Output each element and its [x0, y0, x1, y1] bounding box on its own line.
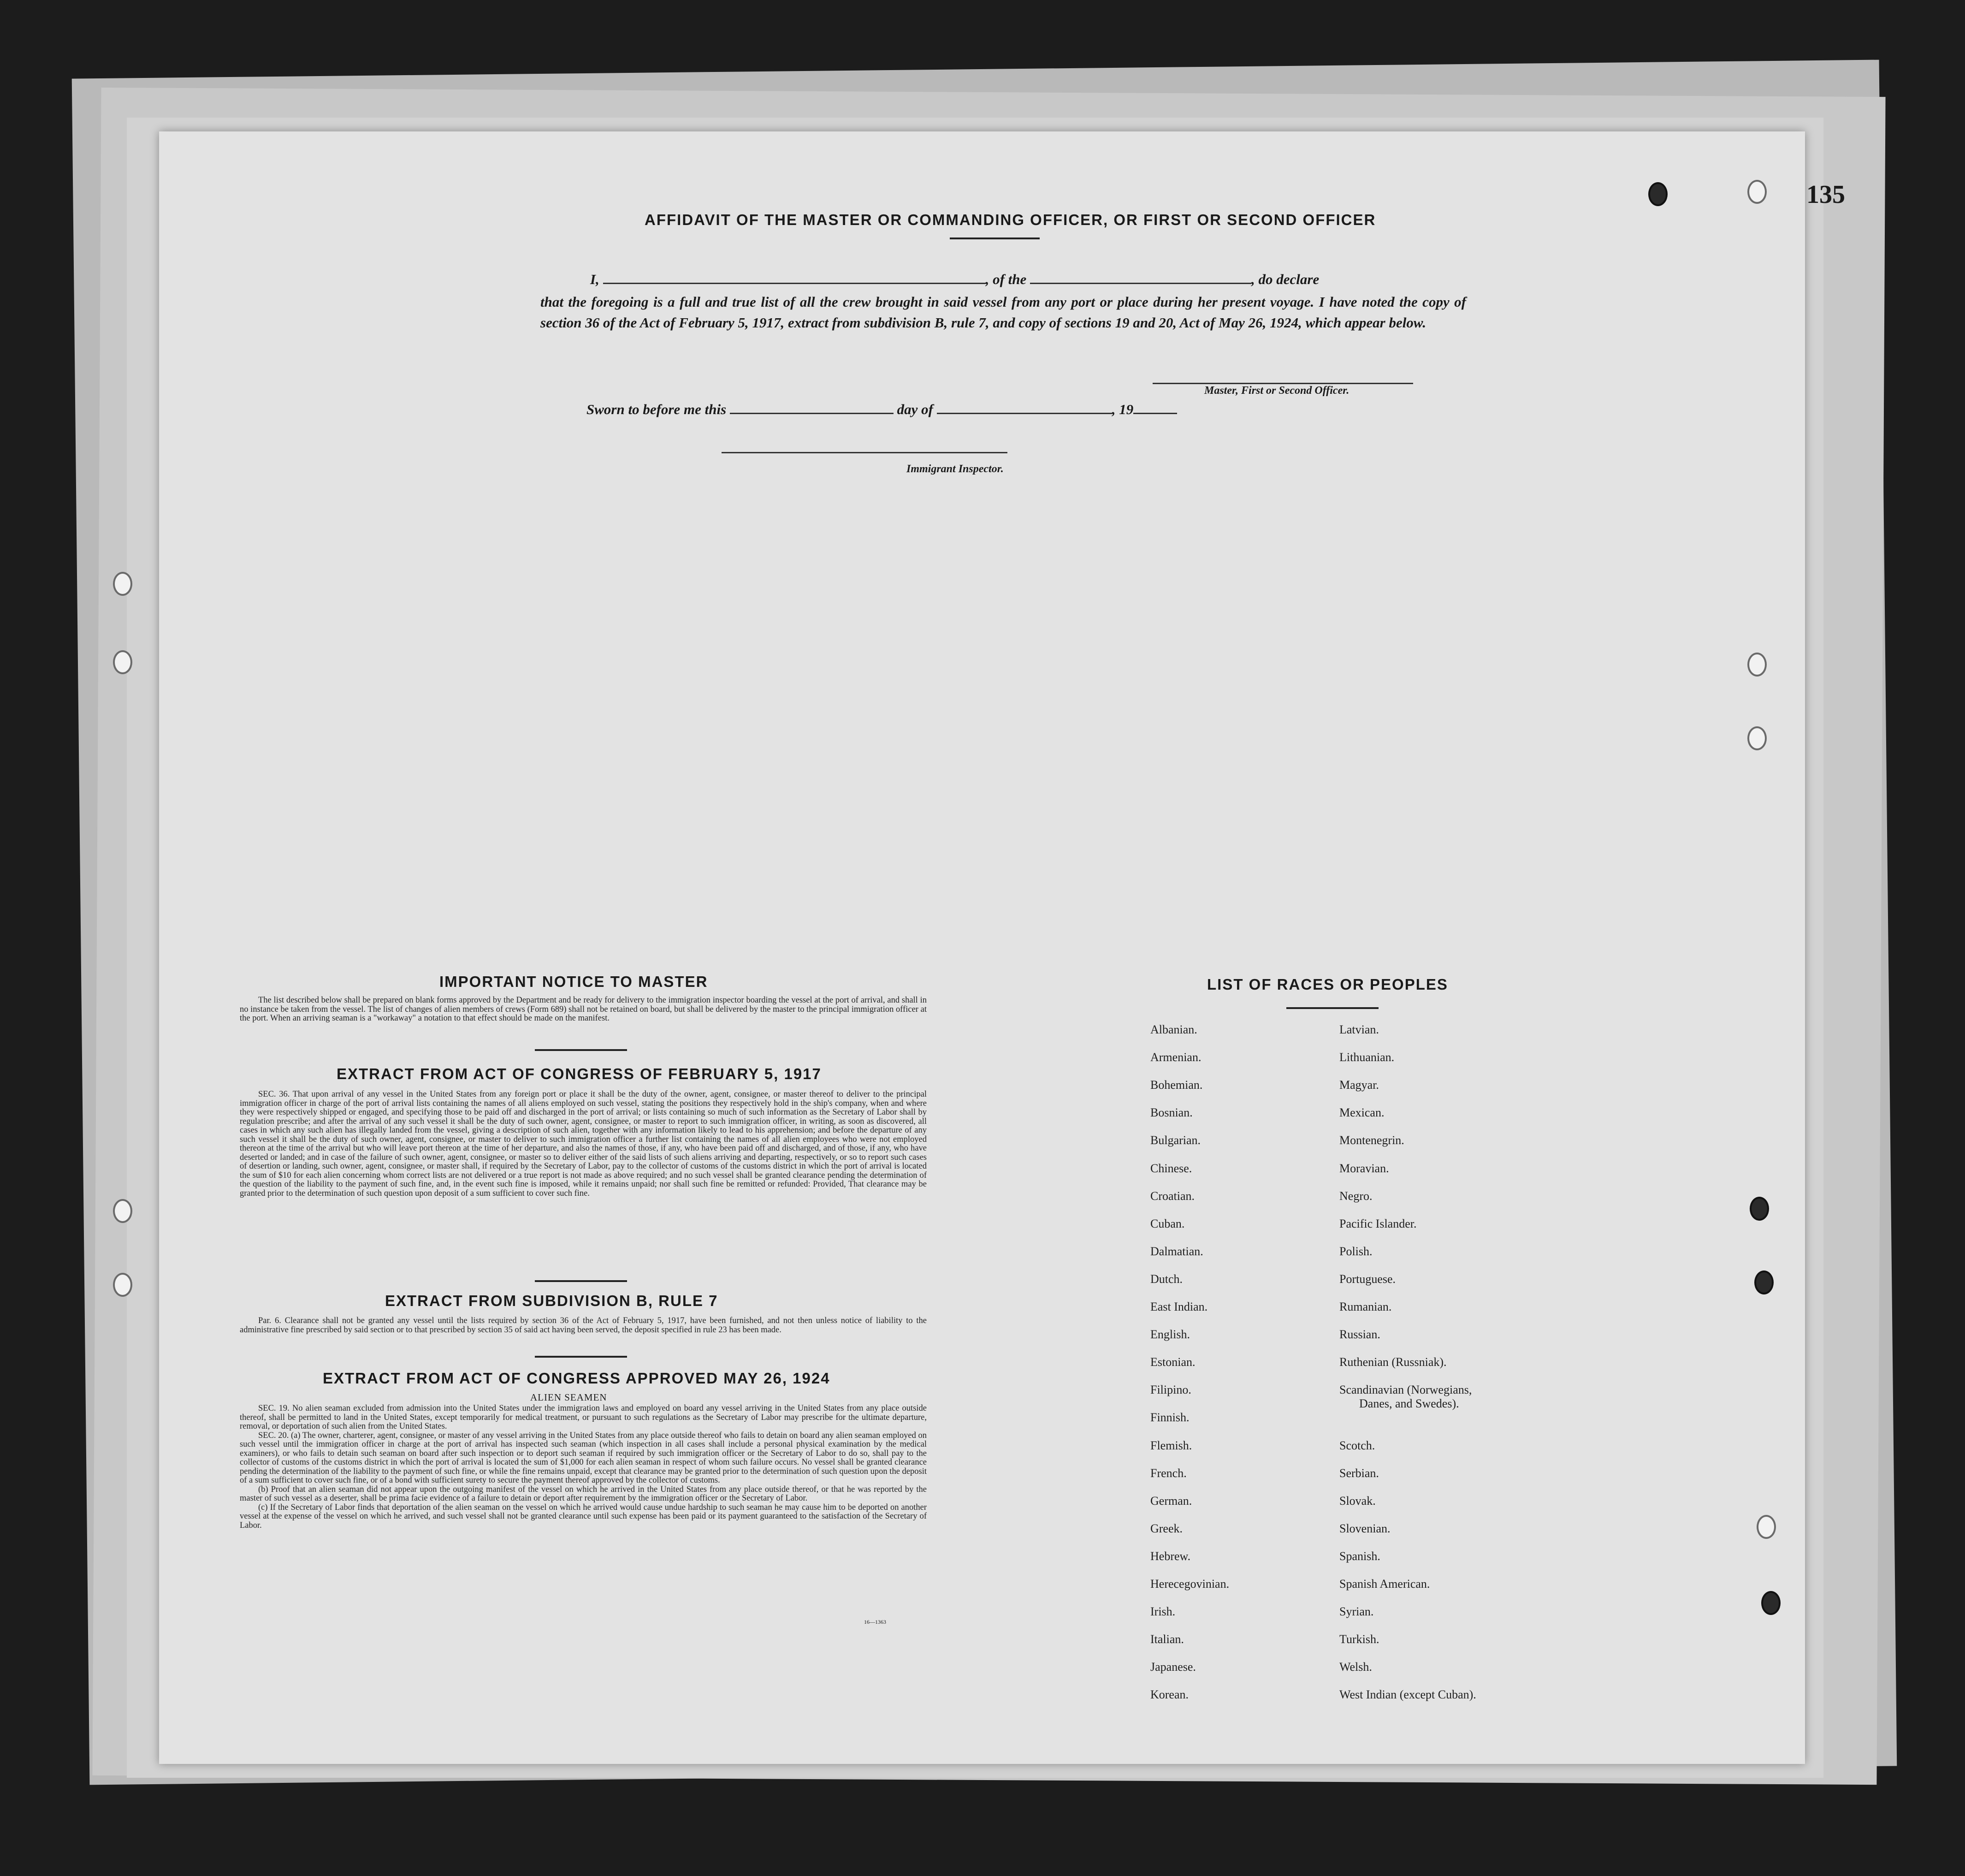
section-20b: (b) Proof that an alien seaman did not appear upon the outgoing manifest of the vessel on which he arrived in the United States from any place outside thereof, or that he was reported by the master of such vessel as a deserter, shall be prima facie evidence of a failure to detain or deport after requirement by the immigration officer or the Secretary of Labor.: [240, 1484, 927, 1503]
race-item: French.: [1150, 1466, 1187, 1480]
affidavit-title: AFFIDAVIT OF THE MASTER OR COMMANDING OFFICER, OR FIRST OR SECOND OFFICER: [645, 211, 1376, 228]
alien-seamen-heading: ALIEN SEAMEN: [530, 1392, 607, 1403]
race-item-continuation: Danes, and Swedes).: [1359, 1397, 1459, 1411]
section-20a: SEC. 20. (a) The owner, charterer, agent, consignee, or master of any vessel arriving in the United States from any place outside thereof who fails to detain on board any alien seaman employed on such vessel until the immigration officer in charge at the port of arrival has inspected such seaman (which inspection in all cases shall include a personal physical examination by the medical examiners), or who fails to detain such seaman on board after such inspection or to deport such seaman if required by such immigration officer or the Secretary of Labor to do so, shall pay to the collector of customs of the customs district in which the port of arrival is located the sum of $1,000 for each alien seaman in respect of whom such failure occurs. No vessel shall be granted clearance pending the determination of the liability to the payment of such fine, or while the fine remains unpaid, except that clearance may be granted prior to the determination of such question upon the deposit of a sum sufficient to cover such fine, or of a bond with sufficient surety to secure the payment thereof approved by the collector of customs.: [240, 1431, 927, 1485]
race-item: Greek.: [1150, 1521, 1183, 1535]
section-divider: [535, 1356, 627, 1358]
extract-1917-title: EXTRACT FROM ACT OF CONGRESS OF FEBRUARY 5, 1917: [337, 1065, 822, 1082]
race-item: Slovenian.: [1339, 1521, 1391, 1535]
section-20c: (c) If the Secretary of Labor finds that deportation of the alien seaman on the vessel on which he arrived would cause undue hardship to such seaman he may cause him to be deported on another vessel at the expense of the vessel on which he arrived, and such vessel shall not be granted clearance until such expense has been paid or its payment guaranteed to the satisfaction of the Secretary of Labor.: [240, 1502, 927, 1530]
race-item: Armenian.: [1150, 1051, 1201, 1064]
sworn-year-blank[interactable]: [1133, 413, 1177, 414]
section-19: SEC. 19. No alien seaman excluded from admission into the United States under the immigration laws and employed on board any vessel arriving in the United States from any place outside thereof, shall be permitted to land in the United States, except temporarily for medical treatment, or pursuant to such regulations as the Secretary of Labor may prescribe for the ultimate departure, removal, or deportation of such alien from the United States.: [240, 1404, 927, 1431]
race-item: English.: [1150, 1328, 1190, 1342]
sworn-day-blank[interactable]: [730, 413, 894, 414]
race-item: Italian.: [1150, 1633, 1184, 1646]
race-item: Estonian.: [1150, 1355, 1196, 1369]
race-item: Scotch.: [1339, 1438, 1375, 1452]
race-item: East Indian.: [1150, 1300, 1208, 1313]
race-item: Japanese.: [1150, 1660, 1196, 1674]
race-item: Welsh.: [1339, 1660, 1372, 1674]
binding-hole: [1754, 1270, 1774, 1294]
race-item: Flemish.: [1150, 1438, 1192, 1452]
section-divider: [535, 1049, 627, 1051]
race-item: Syrian.: [1339, 1605, 1374, 1619]
race-item: West Indian (except Cuban).: [1339, 1688, 1476, 1702]
section-divider: [535, 1280, 627, 1282]
vessel-blank[interactable]: [1030, 283, 1251, 284]
race-item: Pacific Islander.: [1339, 1217, 1417, 1230]
race-item: Mexican.: [1339, 1106, 1385, 1120]
binding-hole: [113, 650, 132, 674]
sworn-year: , 19: [1112, 401, 1134, 417]
race-item: Albanian.: [1150, 1023, 1197, 1036]
binding-hole: [113, 1273, 132, 1297]
sworn-statement: [586, 401, 1177, 418]
race-item: Magyar.: [1339, 1078, 1379, 1092]
binding-hole: [1747, 180, 1767, 204]
extract-rule7-title: EXTRACT FROM SUBDIVISION B, RULE 7: [385, 1292, 718, 1309]
race-item: Russian.: [1339, 1328, 1380, 1342]
master-signature-line[interactable]: [1153, 383, 1413, 384]
race-item: Croatian.: [1150, 1189, 1195, 1203]
binding-hole: [1757, 1515, 1776, 1539]
extract-rule7-body: Par. 6. Clearance shall not be granted any vessel until the lists required by section 36 of the Act of February 5, 1917, have been furnished, and not then unless notice of liability to the administrative fine prescribed by said section or to that prescribed by section 35 of said act having been served, the deposit specified in rule 23 has been made.: [240, 1316, 927, 1335]
race-item: Dutch.: [1150, 1272, 1183, 1286]
race-item: Korean.: [1150, 1688, 1189, 1702]
race-item: Dalmatian.: [1150, 1244, 1203, 1258]
extract-1924-body: [240, 1404, 927, 1530]
race-item: Bohemian.: [1150, 1078, 1203, 1092]
master-signature-label: Master, First or Second Officer.: [1204, 385, 1349, 397]
binding-hole: [113, 1199, 132, 1223]
title-underline: [1286, 1007, 1379, 1009]
race-item: Montenegrin.: [1339, 1134, 1404, 1147]
binding-hole: [1747, 726, 1767, 750]
race-item: Serbian.: [1339, 1466, 1379, 1480]
race-item: Turkish.: [1339, 1633, 1379, 1646]
title-underline: [950, 237, 1040, 239]
form-number: 16—1363: [864, 1619, 886, 1625]
race-item: Bulgarian.: [1150, 1134, 1201, 1147]
race-item: Latvian.: [1339, 1023, 1379, 1036]
race-item: Spanish.: [1339, 1549, 1380, 1563]
race-item: Cuban.: [1150, 1217, 1185, 1230]
binding-hole: [113, 572, 132, 596]
race-item: Portuguese.: [1339, 1272, 1396, 1286]
race-item: Lithuanian.: [1339, 1051, 1395, 1064]
race-item: German.: [1150, 1494, 1192, 1508]
race-item: Rumanian.: [1339, 1300, 1392, 1313]
inspector-label: Immigrant Inspector.: [906, 463, 1004, 475]
binding-hole: [1750, 1197, 1769, 1221]
extract-1917-body: SEC. 36. That upon arrival of any vessel in the United States from any foreign port or place it shall be the duty of the owner, agent, consignee, or master thereof to deliver to the principal immigration officer in charge of the port of arrival lists containing the names of all aliens employed on such vessel, stating the positions they respectively hold in the ship's company, when and where they were respectively shipped or engaged, and specifying those to be paid off and discharged in the port of arrival; or lists containing so much of such information as the Secretary of Labor shall by regulation prescribe; and after the arrival of any such vessel it shall be the duty of such owner, agent, consignee, or master to report to such immigration officer, in writing, as soon as discovered, all cases in which any such alien has illegally landed from the vessel, giving a description of such alien, together with any information likely to lead to his apprehension; and before the departure of any such vessel it shall be the duty of such owner, agent, consignee, or master to deliver to such immigration officer a further list containing the names of all alien employees who were not employed thereon at the time of the arrival but who will leave port thereon at the time of her departure, and also the names of those, if any, who have been paid off and discharged, and of those, if any, who have deserted or landed; and in case of the failure of such owner, agent, consignee, or master so to deliver either of the said lists of such aliens arriving and departing, respectively, or so to report such cases of desertion or landing, such owner, agent, consignee, or master shall, if required by the Secretary of Labor, pay to the collector of customs of the customs district in which the port of arrival is located the sum of $10 for each alien concerning whom correct lists are not delivered or a true report is not made as above required; and no such vessel shall be granted clearance pending the determination of the question of the liability to the payment of such fine, and, in the event such fine is imposed, while it remains unpaid; nor shall such fine be remitted or refunded: Provided, That clearance may be granted prior to the determination of such question upon deposit of a sum sufficient to cover such fine.: [240, 1090, 927, 1198]
binding-hole: [1648, 182, 1668, 206]
affidavit-declaration-line: [590, 271, 1319, 288]
affidavit-of-the: , of the: [985, 271, 1027, 287]
race-item: Polish.: [1339, 1244, 1373, 1258]
sworn-day-of: day of: [897, 401, 933, 417]
affidavit-body: that the foregoing is a full and true list of all the crew brought in said vessel from any port or place during her present voyage. I have noted the copy of section 36 of the Act of February 5, 1917, extract from subdivision B, rule 7, and copy of sections 19 and 20, Act of May 26, 1924, which appear below.: [540, 294, 1466, 331]
notice-title: IMPORTANT NOTICE TO MASTER: [439, 973, 708, 990]
race-item: Scandinavian (Norwegians,: [1339, 1383, 1472, 1397]
inspector-signature-line[interactable]: [722, 452, 1007, 453]
sworn-prefix: Sworn to before me this: [586, 401, 727, 417]
race-item: Herecegovinian.: [1150, 1577, 1230, 1591]
race-item: Bosnian.: [1150, 1106, 1193, 1120]
race-item: Ruthenian (Russniak).: [1339, 1355, 1447, 1369]
affidavit-i: I,: [590, 271, 599, 287]
race-item: Hebrew.: [1150, 1549, 1191, 1563]
race-item: Spanish American.: [1339, 1577, 1430, 1591]
race-item: Finnish.: [1150, 1411, 1190, 1425]
races-title: LIST OF RACES OR PEOPLES: [1207, 976, 1448, 993]
binding-hole: [1761, 1591, 1781, 1615]
extract-1924-title: EXTRACT FROM ACT OF CONGRESS APPROVED MAY 26, 1924: [323, 1370, 830, 1387]
notice-body: The list described below shall be prepared on blank forms approved by the Department and be ready for delivery to the immigration inspector boarding the vessel at the port of arrival, and shall in no instance be taken from the vessel. The list of changes of alien members of crews (Form 689) shall not be retained on board, but shall be delivered by the master to the principal immigration officer at the port. When an arriving seaman is a "workaway" a notation to that effect should be made on the manifest.: [240, 996, 927, 1023]
race-item: Negro.: [1339, 1189, 1373, 1203]
race-item: Slovak.: [1339, 1494, 1376, 1508]
binding-hole: [1747, 653, 1767, 677]
sworn-month-blank[interactable]: [937, 413, 1112, 414]
name-blank[interactable]: [603, 283, 986, 284]
race-item: Moravian.: [1339, 1161, 1389, 1175]
race-item: Filipino.: [1150, 1383, 1191, 1397]
affidavit-declare: , do declare: [1251, 271, 1320, 287]
race-item: Chinese.: [1150, 1161, 1192, 1175]
page-number: 135: [1806, 180, 1845, 209]
race-item: Irish.: [1150, 1605, 1176, 1619]
